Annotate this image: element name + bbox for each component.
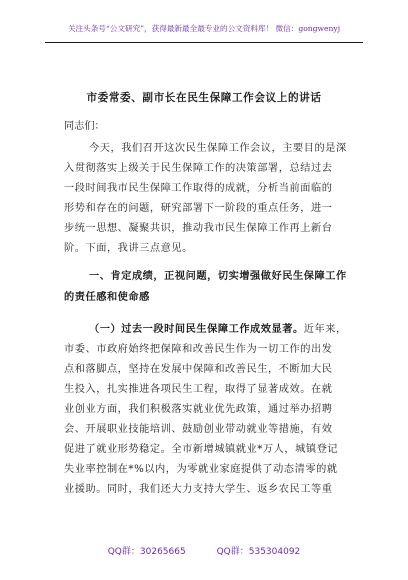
- intro-line: 入贯彻落实上级关于民生保障工作的决策部署，总结过去: [64, 163, 333, 174]
- body-line: 会、开展职业技能培训、鼓励创业带动就业等措施，有效: [64, 424, 333, 435]
- intro-line: 阶。下面，我讲三点意见。: [64, 243, 193, 254]
- body-line: 促进了就业形势稳定。全市新增城镇就业*万人，城镇登记: [64, 444, 339, 455]
- body-line: 市委、市政府始终把保障和改善民生作为一切工作的出发: [64, 344, 333, 355]
- footer-qq-group-1: QQ群：30265665: [107, 547, 186, 557]
- intro-line: 今天，我们召开这次民生保障工作会议，主要目的是深: [89, 143, 347, 154]
- header-divider: [45, 42, 363, 43]
- body-line: 生投入，扎实推进各项民生工程，取得了显著成效。在就: [64, 384, 333, 395]
- salutation: 同志们：: [64, 121, 105, 132]
- footer-qq-groups: [0, 544, 408, 557]
- body-line: 点和落脚点，坚持在发展中保障和改善民生，不断加大民: [64, 364, 333, 375]
- body-line: 业创业方面，我们积极落实就业优先政策，通过举办招聘: [64, 404, 333, 415]
- subsection-text: 近年来，: [303, 324, 347, 335]
- body-line: 失业率控制在*%以内，为零就业家庭提供了动态清零的就: [64, 464, 338, 475]
- section-heading: 的责任感和使命感: [64, 291, 150, 303]
- footer-qq-group-2: QQ群：535304092: [216, 547, 301, 557]
- subsection-heading: （一）过去一段时间民生保障工作成效显著。: [89, 323, 304, 335]
- intro-line: 步统一思想、凝聚共识，推动我市民生保障工作再上新台: [64, 223, 333, 234]
- header-banner: 关注头条号“公文研究”，获得最新最全最专业的公文资料库！ 微信：gongwenyj: [67, 24, 341, 33]
- intro-line: 一段时间我市民生保障工作取得的成就，分析当前面临的: [64, 183, 333, 194]
- section-heading: 一、肯定成绩，正视问题，切实增强做好民生保障工作: [89, 270, 347, 282]
- body-line: 业援助。同时，我们还大力支持大学生、返乡农民工等重: [64, 484, 333, 495]
- subsection-first-line: [89, 323, 347, 336]
- page-title: 市委常委、副市长在民生保障工作会议上的讲话: [86, 92, 322, 104]
- intro-line: 形势和存在的问题，研究部署下一阶段的重点任务，进一: [64, 203, 333, 214]
